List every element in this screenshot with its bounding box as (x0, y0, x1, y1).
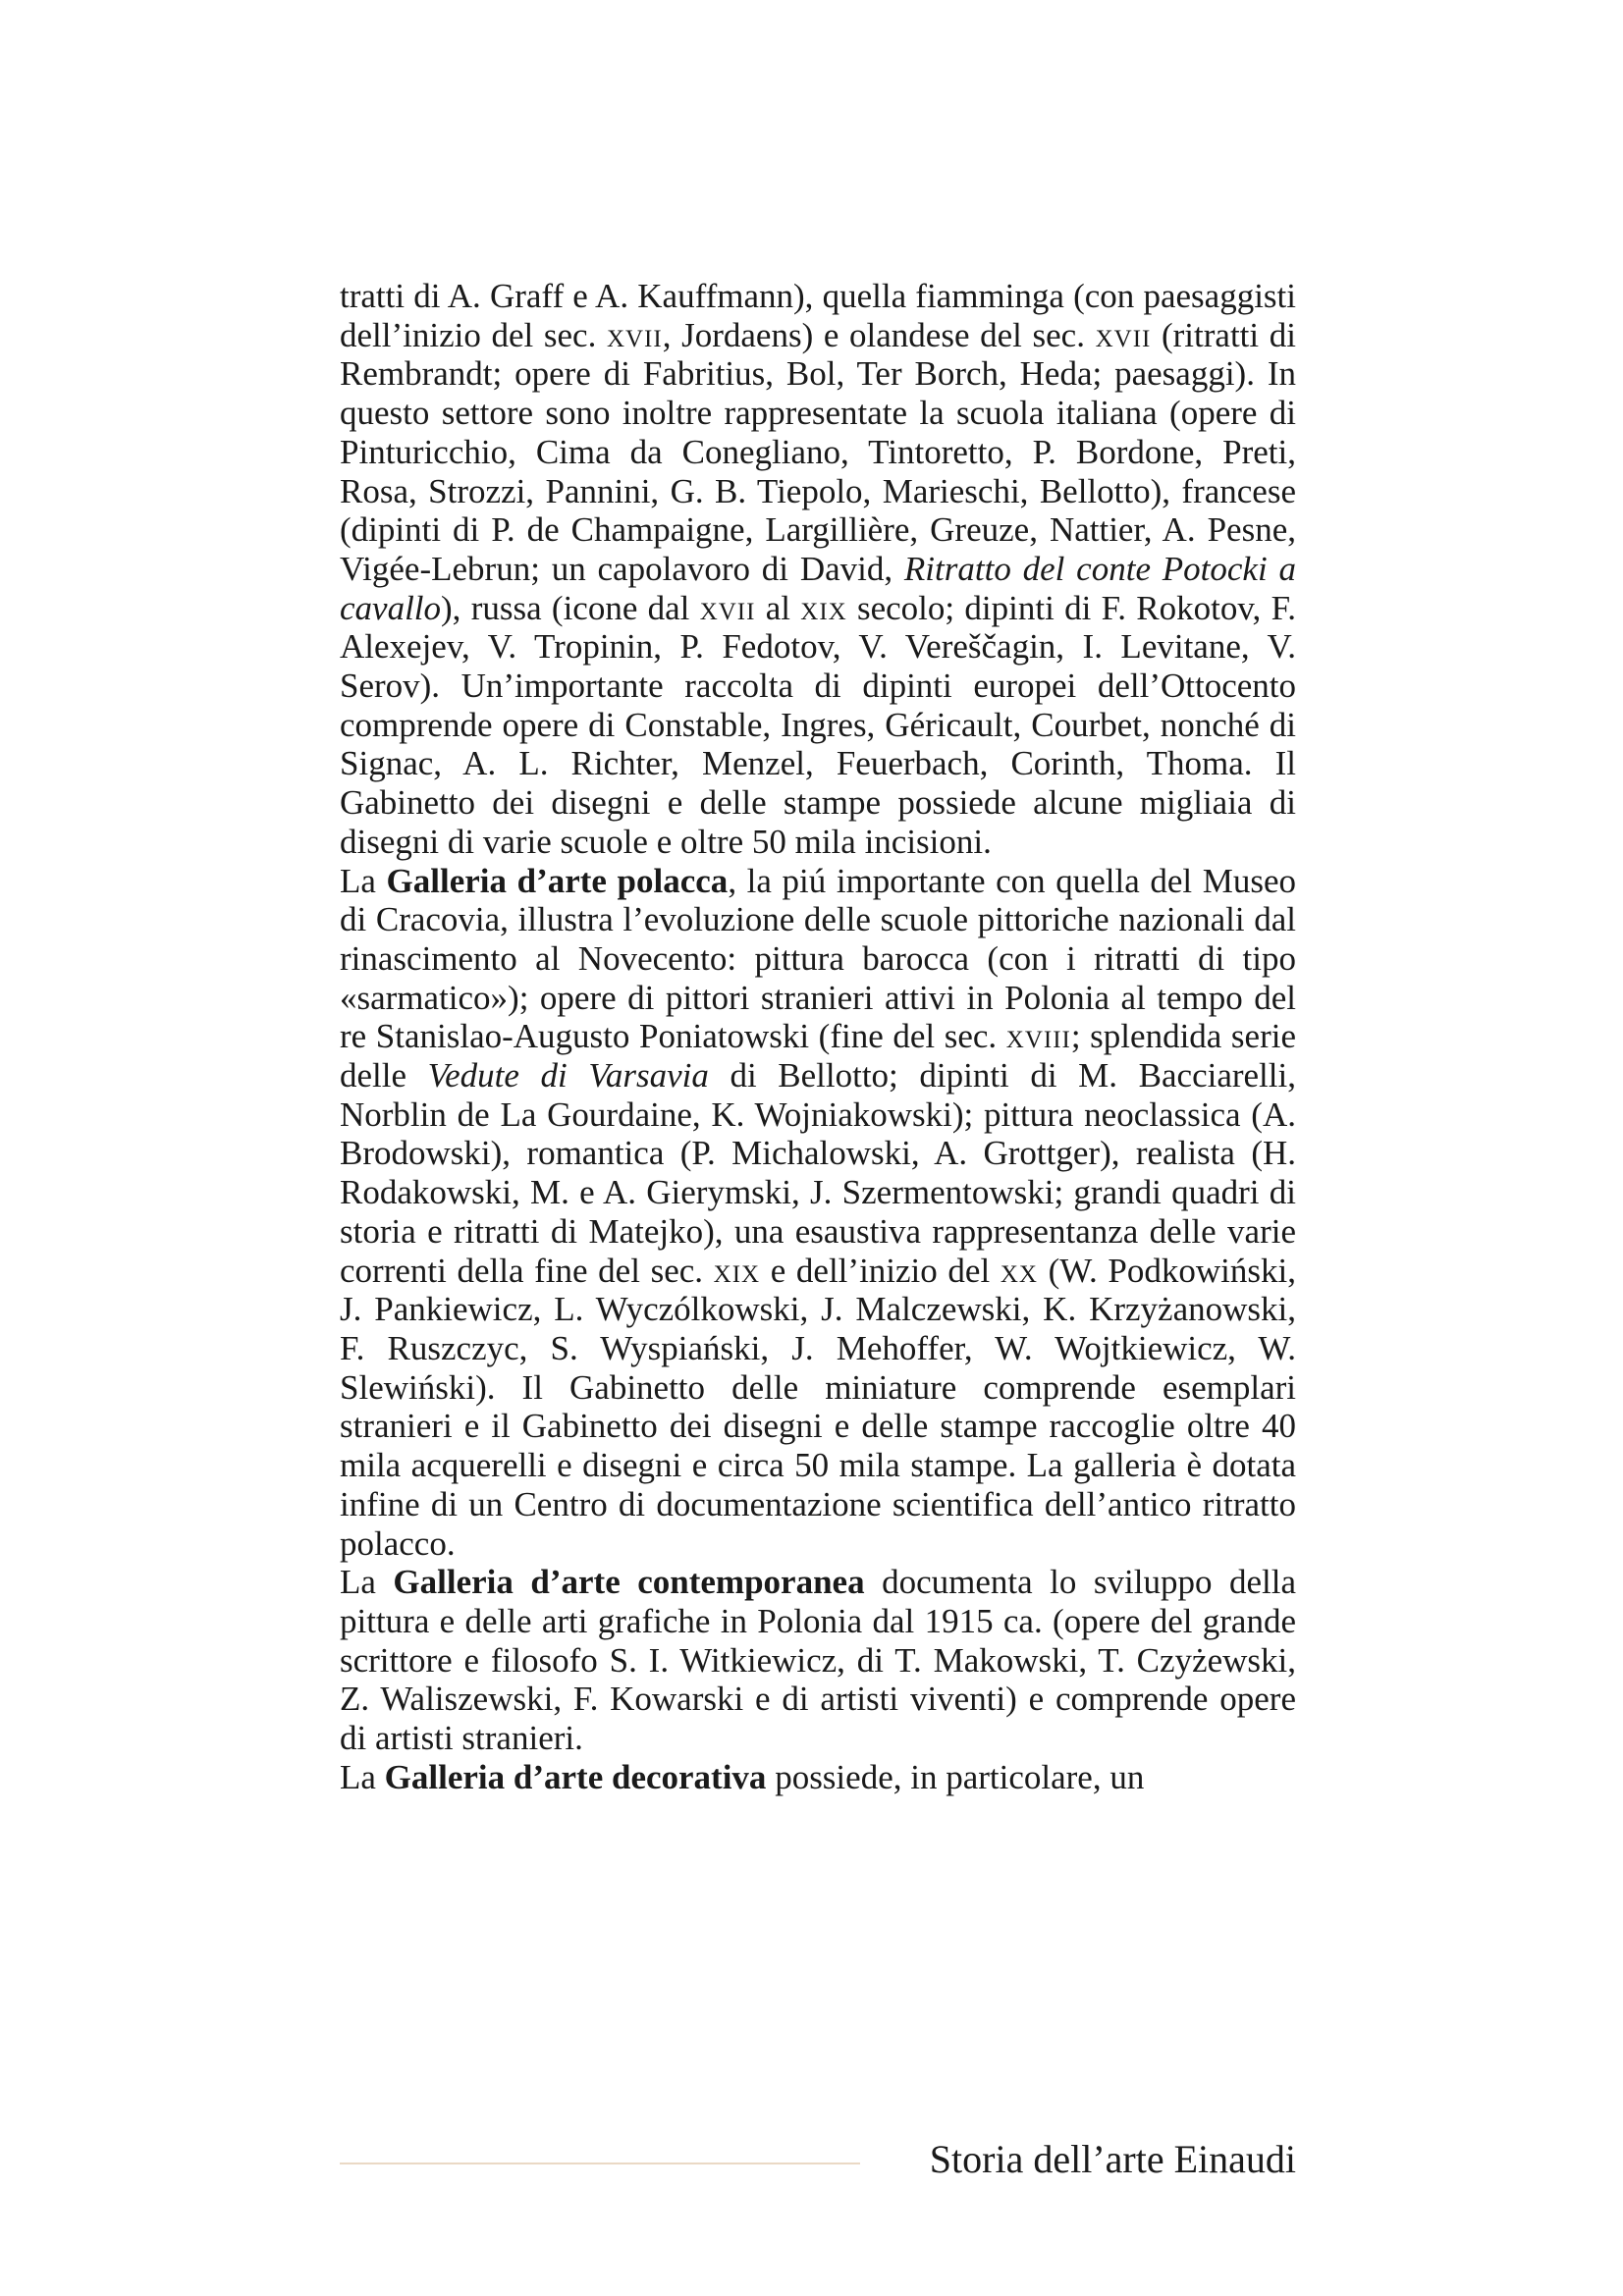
text-run: , la piú importante con quella del Museo di Cracovia, illustra l’evoluzione delle scuole pittoriche nazionali dal rinascimento al Novecento: pittura barocca (con i ritratti di tipo «sarmatico»); opere di pittori stranieri attivi in Polonia al tempo del re Stanislao-Augusto Poniatowski (fine del sec. (340, 861, 1296, 1056)
century-numeral: xvii (606, 315, 663, 354)
text-run: , Jordaens) e olandese del sec. (662, 315, 1096, 354)
bold-term: Galleria d’arte polacca (386, 861, 729, 900)
text-run: secolo; dipinti di F. Rokotov, F. Alexejev, V. Tropinin, P. Fedotov, V. Vereščagin, I. Levitane, V. Serov). Un’importante raccolta di dipinti europei dell’Ottocento comprende opere di Constable, Ingres, Géricault, Courbet, nonché di Signac, A. L. Richter, Menzel, Feuerbach, Corinth, Thoma. Il Gabinetto dei disegni e delle stampe possiede alcune migliaia di disegni di varie scuole e oltre 50 mila incisioni. (340, 588, 1296, 861)
century-numeral: xx (1000, 1251, 1038, 1290)
text-run: La (340, 1757, 385, 1796)
paragraph (340, 1563, 1296, 1758)
text-run: di Bellotto; dipinti di M. Bacciarelli, Norblin de La Gourdaine, K. Wojniakowski); pittura neoclassica (A. Brodowski), romantica (P. Michalowski, A. Grottger), realista (H. Rodakowski, M. e A. Gierymski, J. Szermentowski; grandi quadri di storia e ritratti di Matejko), una esaustiva rappresentanza delle varie correnti della fine del sec. (340, 1056, 1296, 1290)
text-run: (ritratti di Rembrandt; opere di Fabritius, Bol, Ter Borch, Heda; paesaggi). In questo settore sono inoltre rappresentate la scuola italiana (opere di Pinturicchio, Cima da Conegliano, Tintoretto, P. Bordone, Preti, Rosa, Strozzi, Pannini, G. B. Tiepolo, Marieschi, Bellotto), francese (dipinti di P. de Champaigne, Largillière, Greuze, Nattier, A. Pesne, Vigée-Lebrun; un capolavoro di David, (340, 315, 1296, 588)
footer-title: Storia dell’arte Einaudi (929, 2137, 1296, 2181)
body-text (340, 277, 1296, 1796)
text-run: La (340, 861, 387, 900)
footer-rule (340, 2163, 860, 2164)
text-run: documenta lo sviluppo della pittura e delle arti grafiche in Polonia dal 1915 ca. (opere del grande scrittore e filosofo S. I. Witkiewicz, di T. Makowski, T. Czyżewski, Z. Waliszewski, F. Kowarski e di artisti viventi) e comprende opere di artisti stranieri. (340, 1563, 1296, 1758)
text-run: e dell’inizio del (760, 1251, 1001, 1290)
italic-title: Vedute di Varsavia (427, 1056, 709, 1095)
bold-term: Galleria d’arte contemporanea (393, 1563, 865, 1602)
paragraph (340, 277, 1296, 862)
bold-term: Galleria d’arte decorativa (384, 1757, 767, 1796)
paragraph (340, 1758, 1296, 1797)
century-numeral: xvii (699, 588, 756, 627)
text-run: possiede, in particolare, un (766, 1757, 1145, 1796)
text-run: ), russa (icone dal (441, 588, 700, 627)
paragraph (340, 862, 1296, 1564)
text-run: La (340, 1563, 394, 1602)
century-numeral: xviii (1005, 1017, 1071, 1056)
text-run: al (755, 588, 801, 627)
text-run: tratti di A. Graff e A. Kauffmann), quella fiamminga (con paesaggisti dell’inizio del sec. (340, 277, 1296, 354)
text-run: ; splendida serie delle (340, 1017, 1296, 1095)
century-numeral: xix (713, 1251, 761, 1290)
italic-title: Ritratto del conte Potocki a cavallo (340, 549, 1296, 627)
text-run: (W. Podkowiński, J. Pankiewicz, L. Wyczólkowski, J. Malczewski, K. Krzyżanowski, F. Ruszczyc, S. Wyspiański, J. Mehoffer, W. Wojtkiewicz, W. Slewiński). Il Gabinetto delle miniature comprende esemplari stranieri e il Gabinetto dei disegni e delle stampe raccoglie oltre 40 mila acquerelli e disegni e circa 50 mila stampe. La galleria è dotata infine di un Centro di documentazione scientifica dell’antico ritratto polacco. (340, 1251, 1296, 1563)
century-numeral: xix (800, 588, 847, 627)
century-numeral: xvii (1095, 315, 1152, 354)
